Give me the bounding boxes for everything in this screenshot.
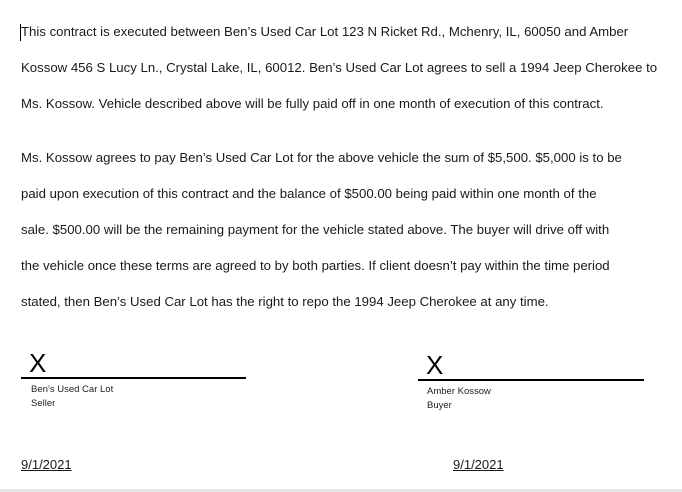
contract-paragraph-2[interactable] [21,140,661,320]
seller-date: 9/1/2021 [21,457,72,472]
contract-paragraph-1[interactable] [21,14,661,122]
paragraph-line: This contract is executed between Ben’s Used Car Lot 123 N Ricket Rd., Mchenry, IL, 60050 and Amber [21,24,629,39]
seller-signature-mark: X [29,348,47,378]
buyer-name: Amber Kossow [427,386,491,397]
paragraph-line: sale. $500.00 will be the remaining payment for the vehicle stated above. The buyer will drive off with [21,222,610,237]
paragraph-line: Kossow 456 S Lucy Ln., Crystal Lake, IL, 60012. Ben’s Used Car Lot agrees to sell a 1994 Jeep Cherokee to [21,60,658,75]
paragraph-line: Ms. Kossow. Vehicle described above will be fully paid off in one month of execution of this contract. [21,96,604,111]
seller-name: Ben’s Used Car Lot [31,384,114,395]
buyer-signature-mark: X [426,350,444,380]
buyer-role: Buyer [427,400,452,411]
paragraph-line: the vehicle once these terms are agreed to by both parties. If client doesn’t pay within the time period [21,258,610,273]
paragraph-line: Ms. Kossow agrees to pay Ben’s Used Car Lot for the above vehicle the sum of $5,500. $5,000 is to be [21,150,622,165]
seller-role: Seller [31,398,56,409]
seller-signature-line [21,377,246,379]
buyer-date: 9/1/2021 [453,457,504,472]
buyer-signature-line [418,379,644,381]
paragraph-line: stated, then Ben’s Used Car Lot has the right to repo the 1994 Jeep Cherokee at any time. [21,294,549,309]
paragraph-line: paid upon execution of this contract and the balance of $500.00 being paid within one month of the [21,186,597,201]
